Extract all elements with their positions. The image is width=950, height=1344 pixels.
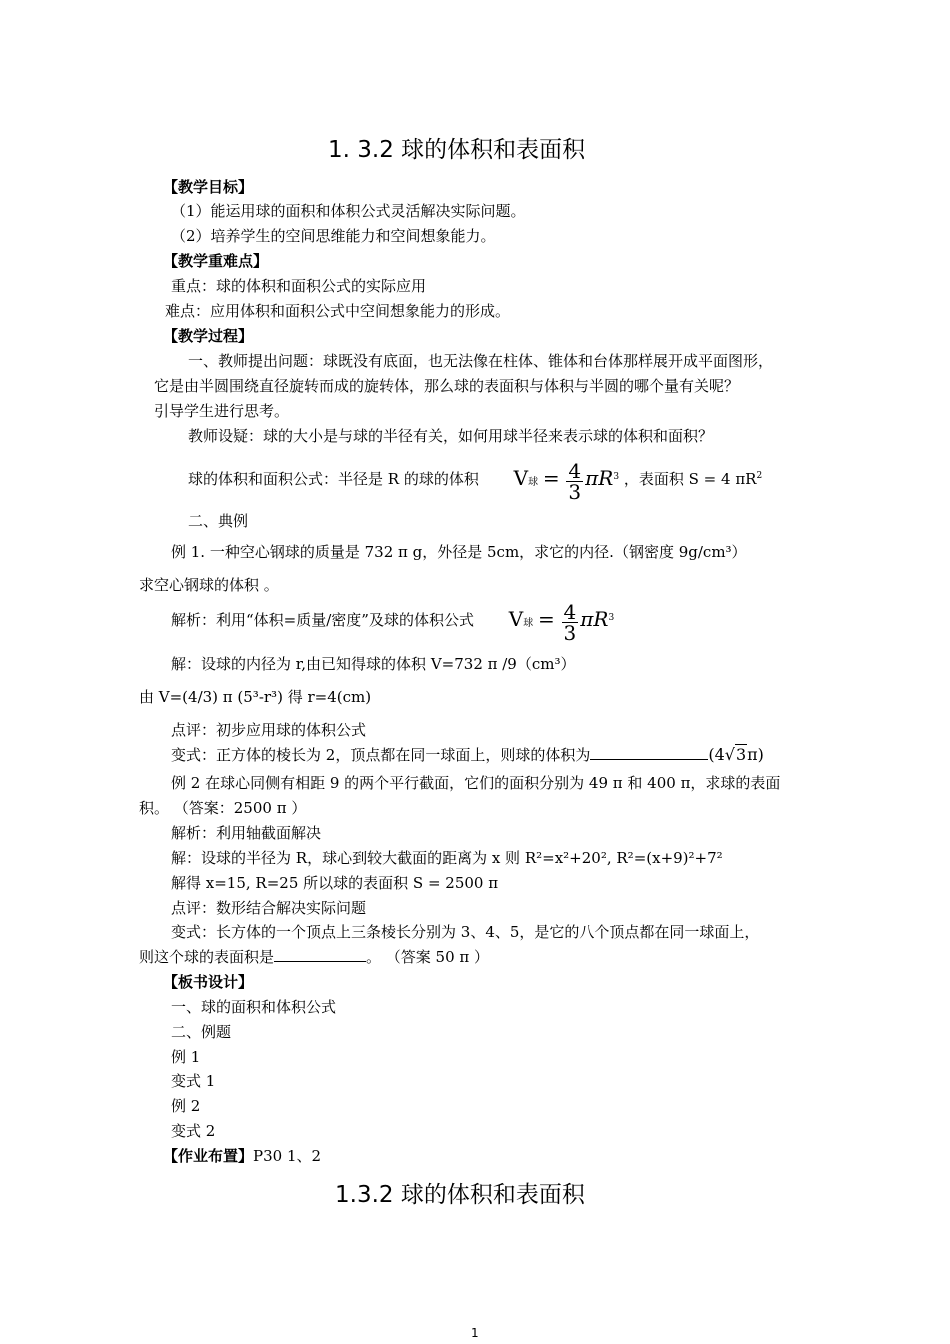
formula-pi-r-2: πR xyxy=(580,607,609,631)
formula-numerator: 4 xyxy=(568,458,582,483)
process-p2: 教师设疑：球的大小是与球的半径有关，如何用球半径来表示球的体积和面积？ xyxy=(188,427,714,445)
homework-text: P30 1、2 xyxy=(253,1147,322,1165)
formula-exp: 3 xyxy=(613,472,620,482)
process-p1-line2: 它是由半圆围绕直径旋转而成的旋转体，那么球的表面积与体积与半圆的哪个量有关呢？ xyxy=(154,377,740,395)
formula-intro: 球的体积和面积公式：半径是 R 的球的体积 xyxy=(188,470,479,488)
formula-denominator: 3 xyxy=(568,479,582,504)
variant-2-line2 xyxy=(139,947,489,967)
variant-1-answer-open: (4 xyxy=(708,745,725,764)
key-point: 重点：球的体积和面积公式的实际应用 xyxy=(171,277,427,295)
formula-v: V xyxy=(513,466,529,490)
example-2-solution-1: 解：设球的半径为 R，球心到较大截面的距离为 x 则 R²=x²+20², R²=(x+9)²+7² xyxy=(171,849,723,867)
key-heading: 【教学重难点】 xyxy=(163,252,269,270)
page-number: 1 xyxy=(471,1326,479,1340)
example-2-comment: 点评：数形结合解决实际问题 xyxy=(171,899,367,917)
variant-1-text: 变式：正方体的棱长为 2，顶点都在同一球面上，则球的体积为 xyxy=(171,746,591,764)
example-2-solution-2: 解得 x=15, R=25 所以球的表面积 S = 2500 π xyxy=(171,874,499,892)
formula-v-2: V xyxy=(508,607,524,631)
board-item-2: 二、例题 xyxy=(171,1023,232,1041)
surface-exp: 2 xyxy=(756,471,763,481)
formula-fraction xyxy=(566,458,583,504)
variant-2-answer: 。 （答案 50 π ） xyxy=(366,948,490,966)
formula-subscript-2: 球 xyxy=(523,618,534,629)
example-2-line2: 积。 （答案：2500 π ） xyxy=(139,799,307,817)
example-2-analysis: 解析：利用轴截面解决 xyxy=(171,824,322,842)
formula-fraction-2 xyxy=(562,599,579,645)
goal-1: （1）能运用球的面积和体积公式灵活解决实际问题。 xyxy=(171,202,526,220)
variant-2-text: 则这个球的表面积是 xyxy=(139,948,275,966)
variant-2-line1: 变式：长方体的一个顶点上三条棱长分别为 3、4、5，是它的八个顶点都在同一球面上， xyxy=(171,923,760,941)
homework xyxy=(163,1146,321,1166)
analysis-formula xyxy=(509,596,614,646)
example-1-comment: 点评：初步应用球的体积公式 xyxy=(171,721,367,739)
example-1-analysis xyxy=(171,596,615,645)
variant-1-answer-close: π) xyxy=(747,745,764,764)
variant-1-blank xyxy=(590,745,708,760)
goal-2: （2）培养学生的空间思维能力和空间想象能力。 xyxy=(171,227,496,245)
process-p1-line3: 引导学生进行思考。 xyxy=(154,402,290,420)
formula-pi-r: πR xyxy=(585,466,614,490)
variant-1-answer: (4√3π) xyxy=(708,745,764,764)
formula-eq-2: = xyxy=(537,607,555,631)
formula-subscript: 球 xyxy=(528,477,539,488)
process-p1-line1: 一、教师提出问题：球既没有底面，也无法像在柱体、锥体和台体那样展开成平面图形， xyxy=(188,352,774,370)
example-1-solution-2: 由 V=(4/3) π (5³-r³) 得 r=4(cm) xyxy=(139,688,372,706)
analysis-text: 解析：利用“体积=质量/密度”及球的体积公式 xyxy=(171,611,474,629)
example-1-line1: 例 1. 一种空心钢球的质量是 732 π g，外径是 5cm，求它的内径.（钢密度 9g/cm³） xyxy=(171,543,747,561)
example-1-solution-1: 解：设球的内径为 r,由已知得球的体积 V=732 π /9（cm³） xyxy=(171,655,576,673)
difficult-point: 难点：应用体积和面积公式中空间想象能力的形成。 xyxy=(165,302,511,320)
formula-denominator-2: 3 xyxy=(563,620,577,645)
formula-numerator-2: 4 xyxy=(563,599,577,624)
page-title-2: 1.3.2 球的体积和表面积 xyxy=(335,1182,585,1208)
examples-heading: 二、典例 xyxy=(188,512,249,530)
board-item-6: 变式 2 xyxy=(171,1122,216,1140)
homework-heading: 【作业布置】 xyxy=(163,1147,254,1165)
board-item-4: 变式 1 xyxy=(171,1072,216,1090)
formula-eq: = xyxy=(542,466,560,490)
board-item-3: 例 1 xyxy=(171,1048,201,1066)
board-heading: 【板书设计】 xyxy=(163,973,254,991)
board-item-1: 一、球的面积和体积公式 xyxy=(171,998,337,1016)
formula-line xyxy=(188,454,763,504)
example-2-line1: 例 2 在球心同侧有相距 9 的两个平行截面，它们的面积分别为 49 π 和 400 π，求球的表面 xyxy=(171,774,781,792)
process-heading: 【教学过程】 xyxy=(163,327,254,345)
variant-2-blank xyxy=(274,947,366,962)
surface-formula: ，表面积 S = 4 πR xyxy=(623,470,757,488)
board-item-5: 例 2 xyxy=(171,1097,201,1115)
example-1-line2: 求空心钢球的体积 。 xyxy=(139,576,279,594)
formula-exp-2: 3 xyxy=(608,613,615,623)
goals-heading: 【教学目标】 xyxy=(163,178,254,196)
page-title: 1. 3.2 球的体积和表面积 xyxy=(328,137,586,163)
volume-formula xyxy=(514,455,619,505)
variant-1-answer-sqrt: 3 xyxy=(735,745,747,764)
variant-1 xyxy=(171,745,764,765)
